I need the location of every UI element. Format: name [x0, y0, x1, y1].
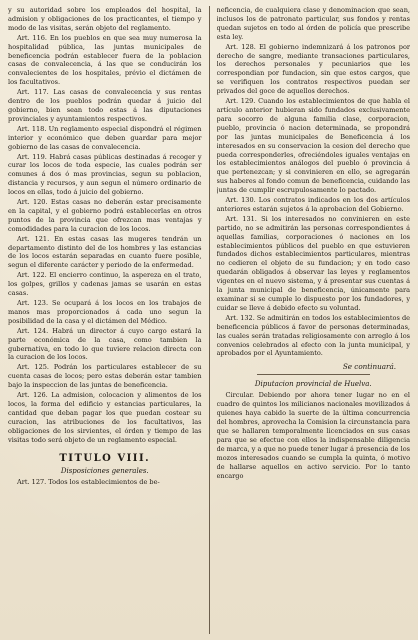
- article-118: Art. 118. Un reglamento especial dispondrá el régimen interior y económico que deben guardar para mejor gobierno de las casas de convalecencia.: [8, 124, 202, 151]
- article-128: Art. 128. El gobierno indemnizará á los patronos por derecho de sangre, mediante transaciones particulares, los derechos personales y pecuniarios que les correspondian por fundacion, sin que estos cargos, que se verifiquen los contratos respectivos puedan ser privados del goce de aquellos derechos.: [216, 42, 411, 96]
- article-122: Art. 122. El encierro continuo, la aspereza en el trato, los golpes, grillos y cadenas jamas se usarán en estas casas.: [8, 271, 202, 298]
- article-119: Art. 119. Habrá casas públicas destinadas á recoger y curar los locos de toda especie, las cuales podrán ser comunes á dos ó mas provincias, segun su poblacion, distancia y recursos, y aun segun el número ordinario de locos en ellas, todo á juicio del gobierno.: [8, 152, 202, 197]
- section-heading: TITULO VIII.: [59, 452, 151, 464]
- circular-paragraph: Circular. Debiendo por ahora tener lugar no en el cuadro de quintos los milicianos nacionales movilizados á quienes haya cabido la suerte de la última concurrencia del hombres, aprovecha la Comision la circunstancia para que se hallaren temporalmente licenciados en sus casas para que se efectue con ellos la indispensable diligencia de marca, y a que no puede tener lugar á presencia de los mozos interesados cuando se cumpla la quinta, ó motivo de hallarse aquellos en activo servicio. Por lo tanto encargo: [216, 391, 411, 480]
- article-116: Art. 116. En los pueblos en que sea muy numerosa la hospitalidad pública, las juntas municipales de beneficencia podrán establecer fuera de la poblacion casas de convalecencia, á las que se conducirán los convalecientes de los hospitales, prévio el dictámen de los facultativos.: [8, 33, 202, 87]
- article-117: Art. 117. Las casas de convalecencia y sus rentas dentro de los pueblos podrán quedar á juicio del gobierno, bien sean todo estas á las diputaciones provinciales y ayuntamientos respectivos.: [8, 88, 202, 123]
- paragraph: neficencia, de cualquiera clase y denominacion que sean, inclusos los de patronato particular, sus fondos y rentas quedan sujetos en todo al órden de policía que prescribe esta ley.: [216, 6, 411, 41]
- article-132: Art. 132. Se admitirán en todos los establecimientos de beneficencia públicos á favor de personas determinadas, las cuales serán tratadas religiosamente con arreglo á los convenios celebrados al efecto con la junta municipal, y aprobados por el Ayuntamiento.: [216, 313, 411, 358]
- two-column-layout: [8, 6, 410, 634]
- article-130: Art. 130. Los contratos indicados en los dos artículos anteriores estarán sujetos á la aprobacion del Gobierno.: [216, 196, 411, 213]
- section-subheading: Disposiciones generales.: [60, 466, 149, 475]
- article-125: Art. 125. Podrán los particulares establecer de su cuenta casas de locos; pero estas deberán estar tambien bajo la inspeccion de las juntas de beneficencia.: [8, 363, 202, 390]
- article-121: Art. 121. En estas casas las mugeres tendrán un departamento distinto del de los hombres y las estancias de los locos estarán separadas en cuanto fuere posible, segun el diferente carácter y periodo de la enfermedad.: [8, 234, 202, 270]
- section-rule: [257, 374, 371, 375]
- article-129: Art. 129. Cuando los establecimientos de que habla el artículo anterior hubieran sido fundados exclusivamente para socorro de alguna familia clase, corporacion, pueblo, provincia ó nacion determinada, se propondrá por las juntas municipales de Beneficencia á los interesados en su conservacion la cesion del derecho que pueda corresponderles, ofreciéndoles iguales ventajas en los establecimientos análogos del pueblo ó provincia á que pertenezcan; y si convinieren en ello, se agregarán sus haberes al fondo comun de beneficencia, cuidando las juntas de cumplir escrupulosamente lo pactado.: [216, 97, 411, 195]
- paragraph: y su autoridad sobre los empleados del hospital, la admision y obligaciones de los practicantes, el tiempo y modo de las visitas, serán objeto del reglamento.: [8, 6, 202, 32]
- article-123: Art. 123. Se ocupará á los locos en los trabajos de manos mas proporcionados á cada uno segun la posibilidad de la casa y el dictámen del Médico.: [8, 299, 202, 325]
- article-126: Art. 126. La admision, colocacion y alimentos de los locos, la forma del edificio y estancias particulares, la cantidad que deban pagar los que puedan costear su curacion, las atribuciones de los facultativos, las obligaciones de los sirvientes, el órden y tiempo de las visitas todo será objeto de un reglamento especial.: [8, 391, 202, 444]
- article-124: Art. 124. Habrá un director á cuyo cargo estará la parte económica de la casa, como tambien la gubernativa, en todo lo que tuviere relacion directa con la curacion de los locos.: [8, 326, 202, 362]
- article-131: Art. 131. Si los interesados no convinieren en este partido, no se admitirán las personas correspondientes á aquellas familias, corporaciones ó naciones en los establecimientos públicos del pueblo en que estuvieren fundados dichos establecimientos particulares, mientras no cedieren el objeto de su fundacion; y en todo caso quedarán obligados á observar las leyes y reglamentos vigentes en el nuevo sistema, y á presentar sus cuentas á la junta municipal de beneficencia, únicamente para examinar si se cumple lo dispuesto por los fundadores, y cuidar se lleve á debido efecto su voluntad.: [216, 214, 411, 312]
- article-127: Art. 127. Todos los establecimientos de be-: [17, 477, 160, 486]
- article-120: Art. 120. Estas casas no deberán estar precisamente en la capital, y el gobierno podrá establecerlas en otros puntos de la provincia que ofrezcan mas ventajas y comodidades para la curacion de los locos.: [8, 198, 202, 233]
- left-column: [8, 6, 202, 634]
- column-divider: [209, 6, 210, 634]
- right-column: [217, 6, 411, 634]
- continuation-note: Se continuará.: [342, 362, 397, 372]
- section-subheading: Diputacion provincial de Huelva.: [254, 380, 372, 389]
